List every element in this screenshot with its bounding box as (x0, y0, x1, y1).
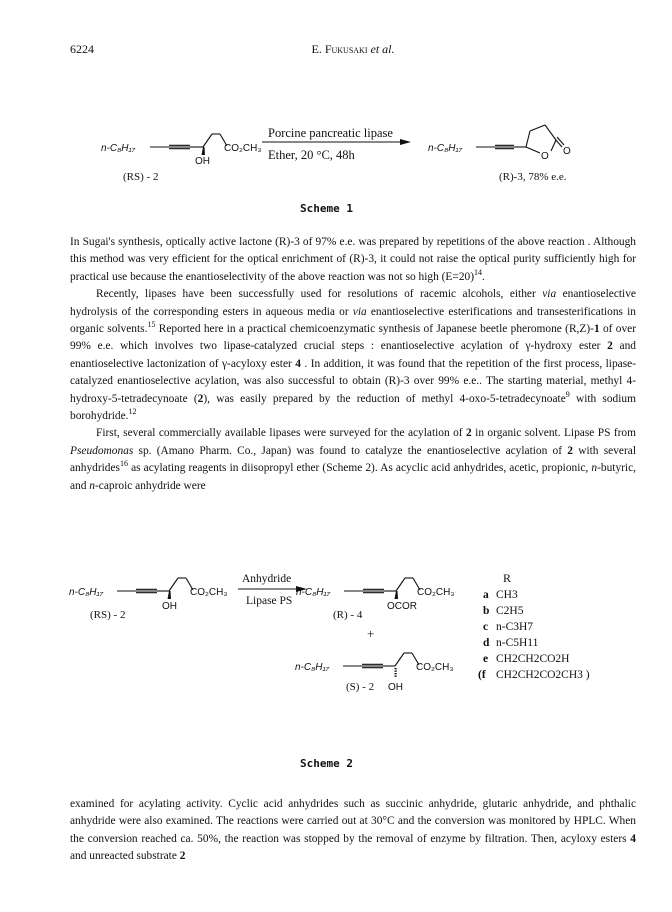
s2-product1-label: (R) - 4 (333, 609, 363, 621)
r-group-letter: (f (478, 669, 486, 681)
s1-reactant-label: (RS) - 2 (123, 171, 159, 183)
scheme-1-caption: Scheme 1 (300, 202, 353, 215)
s1-product-substituent: n-C₈H₁₇ (428, 143, 463, 154)
s2-plus-sign: + (367, 626, 375, 641)
page-number: 6224 (70, 42, 94, 56)
scheme-1 (0, 0, 672, 230)
s1-reactant-hydroxyl: OH (195, 156, 210, 167)
r-group-formula: C2H5 (496, 605, 524, 617)
s1-product-label: (R)-3, 78% e.e. (499, 171, 567, 183)
s1-reagent-above: Porcine pancreatic lipase (268, 126, 393, 140)
r-group-item (483, 589, 518, 601)
r-group-formula: CH3 (496, 589, 518, 601)
s1-product-ring-oxygen: O (541, 151, 549, 162)
s1-reagent-below: Ether, 20 °C, 48h (268, 148, 355, 162)
r-group-item (483, 605, 524, 617)
s2-reactant-ester: CO₂CH₃ (190, 587, 228, 598)
r-group-legend (478, 571, 590, 681)
s1-product-carbonyl-oxygen: O (563, 146, 571, 157)
r-group-letter: c (483, 621, 489, 633)
r-group-letter: b (483, 605, 490, 617)
author-initial: E. (311, 42, 322, 56)
r-group-item (483, 637, 539, 649)
r-group-item (483, 653, 569, 665)
r-group-formula: n-C5H11 (496, 637, 539, 649)
s2-reactant-hydroxyl: OH (162, 601, 177, 612)
s2-product1-substituent: n-C₈H₁₇ (296, 587, 331, 598)
s2-product2-label: (S) - 2 (346, 681, 375, 693)
s2-reagent-above: Anhydride (242, 573, 292, 585)
s2-reactant-label: (RS) - 2 (90, 609, 126, 621)
s2-product1-acyloxy: OCOR (387, 601, 417, 612)
s1-reactant-substituent: n-C₈H₁₇ (101, 143, 136, 154)
scheme-2 (0, 520, 672, 840)
s2-product1-ester: CO₂CH₃ (417, 587, 455, 598)
r-group-formula: CH2CH2CO2H (496, 653, 570, 665)
s2-reactant-substituent: n-C₈H₁₇ (69, 587, 104, 598)
body-text-bottom: examined for acylating activity. Cyclic acid anhydrides such as succinic anhydride, glutaric anhydride, and phthalic anhydride were also examined. The reactions were carried out at 30°C and the conversion was monitored by HPLC. When the conversion reached ca. 50%, the reaction was stopped by the removal of enzyme by filtration. Then, acyloxy esters 4 and unreacted substrate 2 (70, 798, 636, 863)
s2-product2-substituent: n-C₈H₁₇ (295, 662, 330, 673)
author-surname: Fukusaki (324, 42, 368, 56)
r-group-letter: d (483, 637, 490, 649)
s1-reactant-ester: CO₂CH₃ (224, 143, 262, 154)
r-group-header: R (503, 571, 512, 585)
r-group-item (483, 621, 533, 633)
r-group-formula: CH2CH2CO2CH3 ) (496, 669, 590, 681)
scheme-2-caption: Scheme 2 (300, 757, 353, 770)
author-suffix: et al. (370, 42, 395, 56)
r-group-letter: a (483, 589, 489, 601)
r-group-formula: n-C3H7 (496, 621, 534, 633)
r-group-letter: e (483, 653, 489, 665)
s2-product2-ester: CO₂CH₃ (416, 662, 454, 673)
r-group-item (478, 669, 590, 681)
s2-reagent-below: Lipase PS (246, 595, 293, 607)
body-text-top: In Sugai's synthesis, optically active lactone (R)-3 of 97% e.e. was prepared by repetitions of the above reaction . Although this method was very efficient for the optical enrichment of (R)-3, it could not raise the optical purity sufficiently high for practical use because the enantioselectivity of the above reaction was not so high (E=20)$^{14}$. Recently, lipases have been successfully used for resolutions of racemic alcohols, either via enantioselective hydrolysis of the corresponding esters in aqueous media or via enantioselective esterifications and transesterifications in organic solvents.$^{15}$ Reported here in a practical chemicoenzymatic synthesis of Japanese beetle pheromone (R,Z)-1 of over 99% e.e. which involves two lipase-catalyzed crucial steps : enantioselective acylation of γ-hydroxy ester 2 and enantioselective lactonization of γ-acyloxy ester 4 . In addition, it was found that the repetition of the first process, lipase-catalyzed enantioselective acylation, was also successful to obtain (R)-3 over 99% e.e.. The starting material, methyl 4-hydroxy-5-tetradecynoate (2), was easily prepared by the reduction of methyl 4-oxo-5-tetradecynoate$^9$ with sodium borohydride.$^{12}$ First, several commercially available lipases were surveyed for the acylation of 2 in organic solvent. Lipase PS from Pseudomonas sp. (Amano Pharm. Co., Japan) was found to catalyze the enantioselective acylation of 2 with several anhydrides$^{16}$ as acylating reagents in diisopropyl ether (Scheme 2). As acyclic acid anhydrides, acetic, propionic, n-butyric, and n-caproic anhydride were (70, 236, 636, 492)
s2-product2-hydroxyl: OH (388, 682, 403, 693)
